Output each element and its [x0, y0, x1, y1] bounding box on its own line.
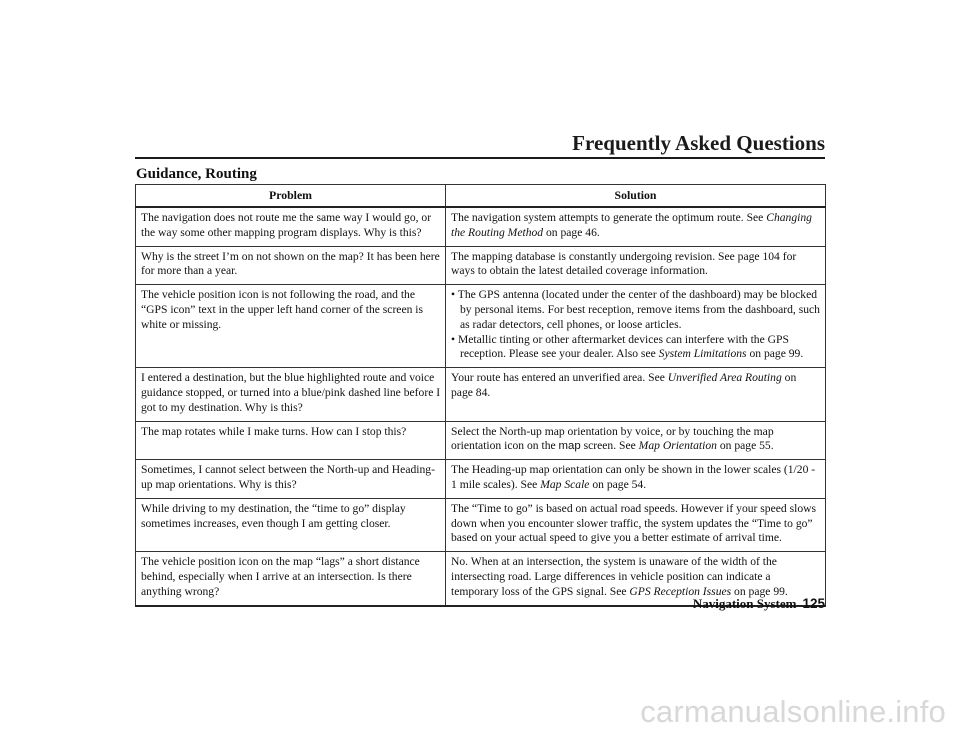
- solution-text: The Heading-up map orientation can only be shown in the lower scales (1/20 - 1 mile scales). See: [451, 463, 816, 491]
- solution-text: The navigation system attempts to generate the optimum route. See: [451, 211, 767, 224]
- solution-cell: [446, 285, 826, 368]
- solution-text: The “Time to go” is based on actual road speeds. However if your speed slows down when you encounter slower traffic, the system updates the “Time to go” based on your actual speed to give you a better estimate of arrival time.: [451, 501, 817, 545]
- footer-label: Navigation System: [692, 596, 797, 611]
- solution-text: on page 46.: [543, 225, 600, 239]
- table-row: [136, 368, 826, 421]
- table-header-row: [136, 185, 826, 208]
- solution-cell: [446, 460, 826, 499]
- solution-text: map: [558, 440, 581, 453]
- problem-cell: The vehicle position icon on the map “lags” a short distance behind, especially when I arrive at an intersection. Is there anything wrong?: [136, 552, 446, 606]
- solution-text: Your route has entered an unverified area. See: [451, 371, 668, 385]
- title-divider: [135, 157, 825, 159]
- solution-bullet: [451, 333, 821, 363]
- table-row: [136, 421, 826, 460]
- solution-text: on page 99.: [731, 584, 788, 598]
- solution-cell: [446, 246, 826, 285]
- cross-reference: GPS Reception Issues: [629, 584, 732, 598]
- problem-cell: The vehicle position icon is not following the road, and the “GPS icon” text in the upper left hand corner of the screen is white or missing.: [136, 285, 446, 368]
- problem-cell: While driving to my destination, the “time to go” display sometimes increases, even though I am getting closer.: [136, 498, 446, 551]
- problem-cell: Why is the street I’m on not shown on the map? It has been here for more than a year.: [136, 246, 446, 285]
- solution-text: • The GPS antenna (located under the center of the dashboard) may be blocked by personal items. For best reception, remove items from the dashboard, such as radar detectors, cell phones, or loose articles.: [451, 288, 820, 331]
- solution-text: on page 84.: [451, 371, 797, 399]
- section-heading: Guidance, Routing: [136, 166, 257, 182]
- problem-cell: I entered a destination, but the blue highlighted route and voice guidance stopped, or turned into a blue/pink dashed line before I got to my destination. Why is this?: [136, 368, 446, 421]
- cross-reference: Changing the Routing Method: [451, 211, 812, 239]
- page-title: Frequently Asked Questions: [572, 131, 825, 155]
- solution-text: Select the North-up map orientation by voice, or by touching the map orientation icon on the: [451, 424, 774, 453]
- faq-table: [135, 184, 826, 607]
- problem-cell: Sometimes, I cannot select between the North-up and Heading-up map orientations. Why is this?: [136, 460, 446, 499]
- solution-text: No. When at an intersection, the system is unaware of the width of the intersecting road. Large differences in vehicle position can indicate a temporary loss of the GPS signal. See: [451, 555, 777, 598]
- problem-cell: The map rotates while I make turns. How can I stop this?: [136, 421, 446, 460]
- solution-bullet: [451, 288, 821, 332]
- solution-cell: [446, 207, 826, 246]
- page-footer: [693, 596, 825, 612]
- solution-text: screen. See: [580, 439, 639, 453]
- solution-cell: [446, 368, 826, 421]
- table-row: [136, 498, 826, 551]
- table-row: [136, 460, 826, 499]
- cross-reference: Unverified Area Routing: [667, 371, 782, 385]
- solution-text: on page 99.: [746, 347, 804, 361]
- faq-table-body: [136, 207, 826, 606]
- cross-reference: Map Scale: [540, 477, 590, 491]
- page-number: 125: [802, 596, 825, 611]
- table-row: [136, 246, 826, 285]
- cross-reference: System Limitations: [658, 347, 747, 361]
- solution-cell: [446, 498, 826, 551]
- table-row: [136, 207, 826, 246]
- solution-text: on page 54.: [589, 477, 647, 491]
- table-row: [136, 285, 826, 368]
- watermark: carmanualsonline.info: [640, 694, 946, 729]
- solution-text: • Metallic tinting or other aftermarket devices can interfere with the GPS reception. Please see your dealer. Also see: [451, 332, 789, 361]
- cross-reference: Map Orientation: [638, 439, 717, 453]
- column-header-solution: Solution: [446, 185, 826, 208]
- solution-cell: [446, 421, 826, 460]
- column-header-problem: Problem: [136, 185, 446, 208]
- solution-text: The mapping database is constantly undergoing revision. See page 104 for ways to obtain the latest detailed coverage information.: [451, 249, 797, 278]
- problem-cell: The navigation does not route me the same way I would go, or the way some other mapping program displays. Why is this?: [136, 207, 446, 246]
- solution-text: on page 55.: [716, 439, 774, 453]
